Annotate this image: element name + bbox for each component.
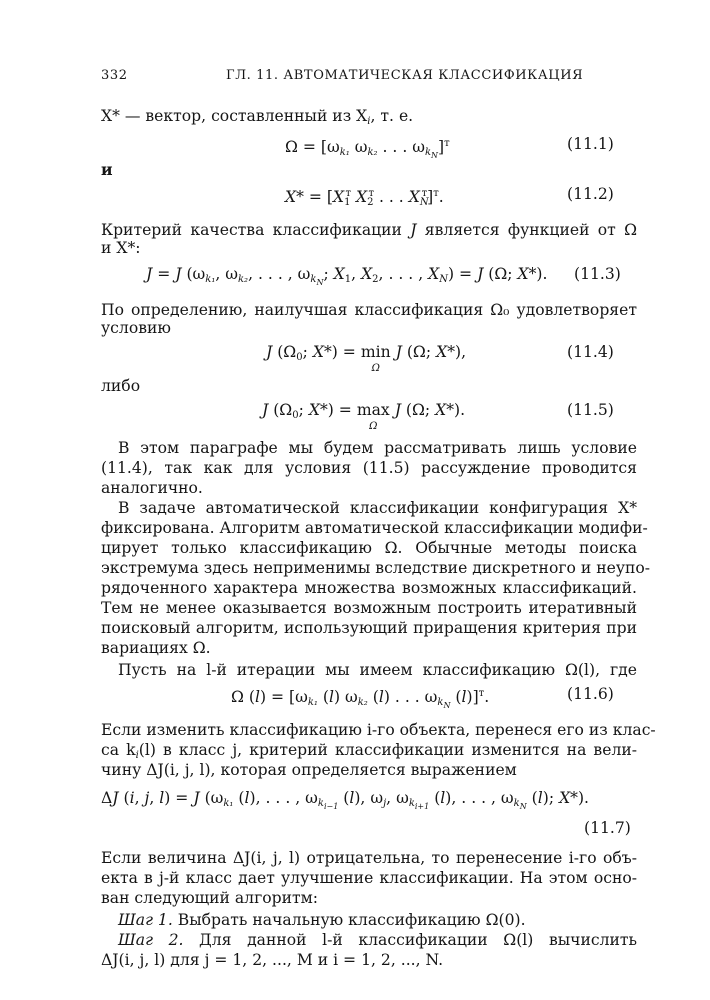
vector-definition-tail: , т. е. (370, 107, 414, 125)
change-line-2-subscript: i (135, 750, 139, 761)
algorithm-step-2-line-2: ΔJ(i, j, l) для j = 1, 2, ..., M и i = 1, 2, ..., N. (101, 951, 444, 969)
equation-11-7: ΔJ (i, j, l) = J ($\omega_{k_1}$ (l), . . . , $\omega_{k_{i-1}}$ (l), $\omega_j$, $\omega_{k_{i+1}}$ (l), . . . , $\omega_{k_N}$ (l); X*). (101, 789, 590, 811)
criterion-text-a: Критерий качества классификации (101, 221, 411, 239)
paragraph-scope-line-3: аналогично. (101, 479, 203, 497)
equation-11-2: $X* = [X_1^т$ $X_2^т$ . . . $X_N^т]^т$. (285, 188, 444, 208)
equation-number-11-7: (11.7) (584, 819, 631, 837)
paragraph-algorithm-line-3: цирует только классификацию Ω. Обычные методы поиска (101, 539, 637, 557)
paragraph-algorithm-line-5: рядоченного характера множества возможных классификаций. (101, 579, 637, 597)
step-1-text: Выбрать начальную классификацию Ω(0). (172, 911, 526, 929)
equation-11-3: J = J ($\omega_{k_1}$, $\omega_{k_2}$, . . . , $\omega_{k_N}$; $X_1$, $X_2$, . . . , $X_N) = J$ (Ω; X*). (146, 265, 548, 287)
step-2-text: Для данной l-й классификации Ω(l) вычислить (183, 931, 637, 949)
paragraph-algorithm-line-8: вариациях Ω. (101, 639, 211, 657)
paragraph-algorithm-line-4: экстремума здесь неприменимы вследствие дискретного и неупо- (101, 559, 651, 577)
paragraph-improvement-line-3: ван следующий алгоритм: (101, 889, 319, 907)
equation-number-11-2: (11.2) (567, 185, 614, 203)
criterion-symbol-j: J (410, 221, 417, 239)
conjunction-and: и (101, 160, 113, 179)
equation-number-11-6: (11.6) (567, 685, 614, 703)
paragraph-change-line-1: Если изменить классификацию i-го объекта, перенеся его из клас- (101, 721, 656, 739)
equation-11-1: $\Omega = [\omega_{k_1}$ $\omega_{k_2}$ . . . $\omega_{k_N}]^т$ (285, 138, 450, 160)
equation-11-4: J ($\Omega_0$; X*) = min Ω J (Ω; X*), (266, 343, 467, 374)
criterion-text-c: является функцией от Ω (416, 221, 637, 239)
paragraph-optimum-line-1: По определению, наилучшая классификация Ω₀ удовлетворяет (101, 301, 637, 319)
paragraph-criterion-line-1 (101, 220, 637, 240)
paragraph-iteration-line-1: Пусть на l-й итерации мы имеем классификацию Ω(l), где (118, 661, 637, 679)
vector-definition-subscript: i (367, 116, 371, 127)
paragraph-algorithm-line-1: В задаче автоматической классификации конфигурация X* (118, 499, 637, 517)
step-1-label: Шаг 1. (118, 911, 173, 929)
algorithm-step-1 (118, 910, 526, 930)
paragraph-change-line-3: чину ΔJ(i, j, l), которая определяется выражением (101, 761, 517, 779)
paragraph-vector-definition (101, 106, 413, 132)
step-2-label: Шаг 2. (118, 931, 184, 949)
vector-definition-lead: X* — вектор, составленный из X (101, 107, 368, 125)
paragraph-algorithm-line-2: фиксирована. Алгоритм автоматической классификации модифи- (101, 519, 648, 537)
paragraph-improvement-line-2: екта в j-й класс дает улучшение классификации. На этом осно- (101, 869, 637, 887)
equation-number-11-1: (11.1) (567, 135, 614, 153)
paragraph-optimum-line-2: условию (101, 319, 171, 337)
paragraph-algorithm-line-6: Тем не менее оказывается возможным построить итеративный (101, 599, 637, 617)
equation-number-11-4: (11.4) (567, 343, 614, 361)
equation-11-6: Ω $(l) = [\omega_{k_1}$ (l) $\omega_{k_2}$ (l) . . . $\omega_{k_N}$ (l)]$^т$. (231, 688, 490, 710)
paragraph-improvement-line-1: Если величина ΔJ(i, j, l) отрицательна, то перенесение i-го объ- (101, 849, 637, 867)
equation-number-11-5: (11.5) (567, 401, 614, 419)
algorithm-step-2 (118, 930, 637, 950)
conjunction-either: либо (101, 377, 141, 395)
change-line-2-tail: (l) в класс j, критерий классификации изменится на вели- (138, 741, 638, 759)
paragraph-criterion-line-2: и X*: (101, 239, 141, 257)
equation-11-5: J ($\Omega_0$; X*) = max Ω J (Ω; X*). (262, 401, 466, 432)
paragraph-scope-line-2: (11.4), так как для условия (11.5) рассуждение проводится (101, 459, 637, 477)
running-title: ГЛ. 11. АВТОМАТИЧЕСКАЯ КЛАССИФИКАЦИЯ (226, 68, 584, 83)
equation-number-11-3: (11.3) (574, 265, 621, 283)
page-number: 332 (101, 68, 128, 83)
paragraph-scope-line-1: В этом параграфе мы будем рассматривать лишь условие (118, 439, 637, 457)
change-line-2-lead: са k (101, 741, 136, 759)
paragraph-algorithm-line-7: поисковый алгоритм, использующий приращения критерия при (101, 619, 637, 637)
